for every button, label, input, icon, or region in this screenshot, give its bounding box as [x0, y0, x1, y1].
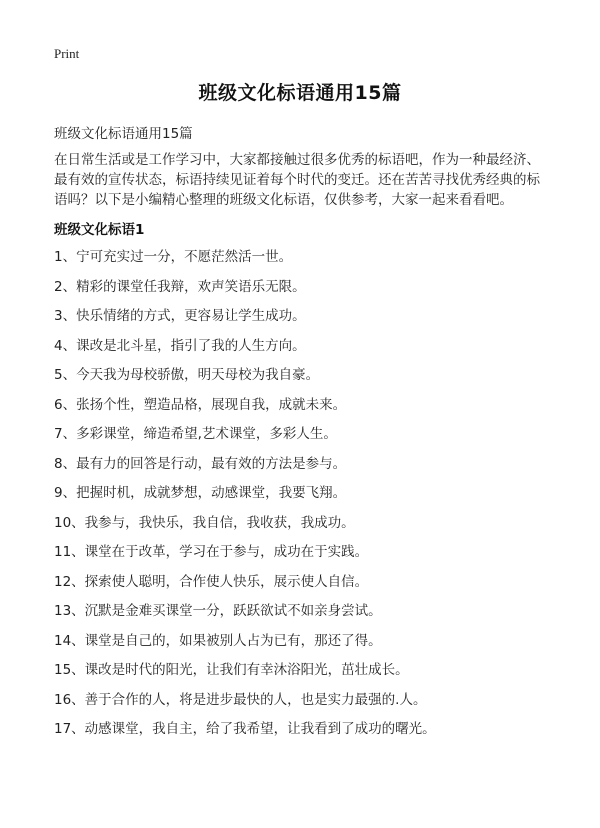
- slogan-item: 5、今天我为母校骄傲，明天母校为我自豪。: [54, 367, 320, 383]
- slogan-item: 3、快乐情绪的方式，更容易让学生成功。: [54, 308, 306, 324]
- slogan-item: 1、宁可充实过一分，不愿茫然活一世。: [54, 249, 293, 265]
- slogan-item: 16、善于合作的人，将是进步最快的人，也是实力最强的.人。: [54, 691, 427, 708]
- slogan-item: 9、把握时机，成就梦想，动感课堂，我要飞翔。: [54, 485, 347, 501]
- slogan-item: 7、多彩课堂，缔造希望,艺术课堂，多彩人生。: [54, 426, 337, 442]
- slogan-list: [54, 248, 554, 750]
- slogan-item: 2、精彩的课堂任我辩，欢声笑语乐无限。: [54, 278, 306, 295]
- slogan-item: 10、我参与，我快乐，我自信，我收获，我成功。: [54, 514, 355, 531]
- section-heading: 班级文化标语1: [54, 222, 145, 238]
- document-subtitle: 班级文化标语通用15篇: [54, 126, 193, 142]
- slogan-item: 15、课改是时代的阳光，让我们有幸沐浴阳光，茁壮成长。: [54, 662, 409, 678]
- intro-paragraph: 在日常生活或是工作学习中，大家都接触过很多优秀的标语吧，作为一种最经济、最有效的宣传状态，标语持续见证着每个时代的变迁。还在苦苦寻找优秀经典的标语吗？以下是小编精心整理的班级文化标语，仅供参考，大家一起来看看吧。: [54, 152, 540, 208]
- slogan-item: 14、课堂是自己的，如果被别人占为已有，那还了得。: [54, 632, 382, 649]
- document-title: 班级文化标语通用15篇: [198, 82, 402, 104]
- slogan-item: 12、探索使人聪明，合作使人快乐，展示使人自信。: [54, 573, 369, 590]
- slogan-item: 4、课改是北斗星，指引了我的人生方向。: [54, 337, 306, 354]
- slogan-item: 11、课堂在于改革，学习在于参与，成功在于实践。: [54, 544, 369, 560]
- print-label[interactable]: Print: [54, 46, 80, 61]
- slogan-item: 17、动感课堂，我自主，给了我希望，让我看到了成功的曙光。: [54, 721, 436, 737]
- slogan-item: 6、张扬个性，塑造品格，展现自我，成就未来。: [54, 396, 347, 413]
- slogan-item: 13、沉默是金难买课堂一分，跃跃欲试不如亲身尝试。: [54, 603, 382, 619]
- slogan-item: 8、最有力的回答是行动，最有效的方法是参与。: [54, 455, 347, 472]
